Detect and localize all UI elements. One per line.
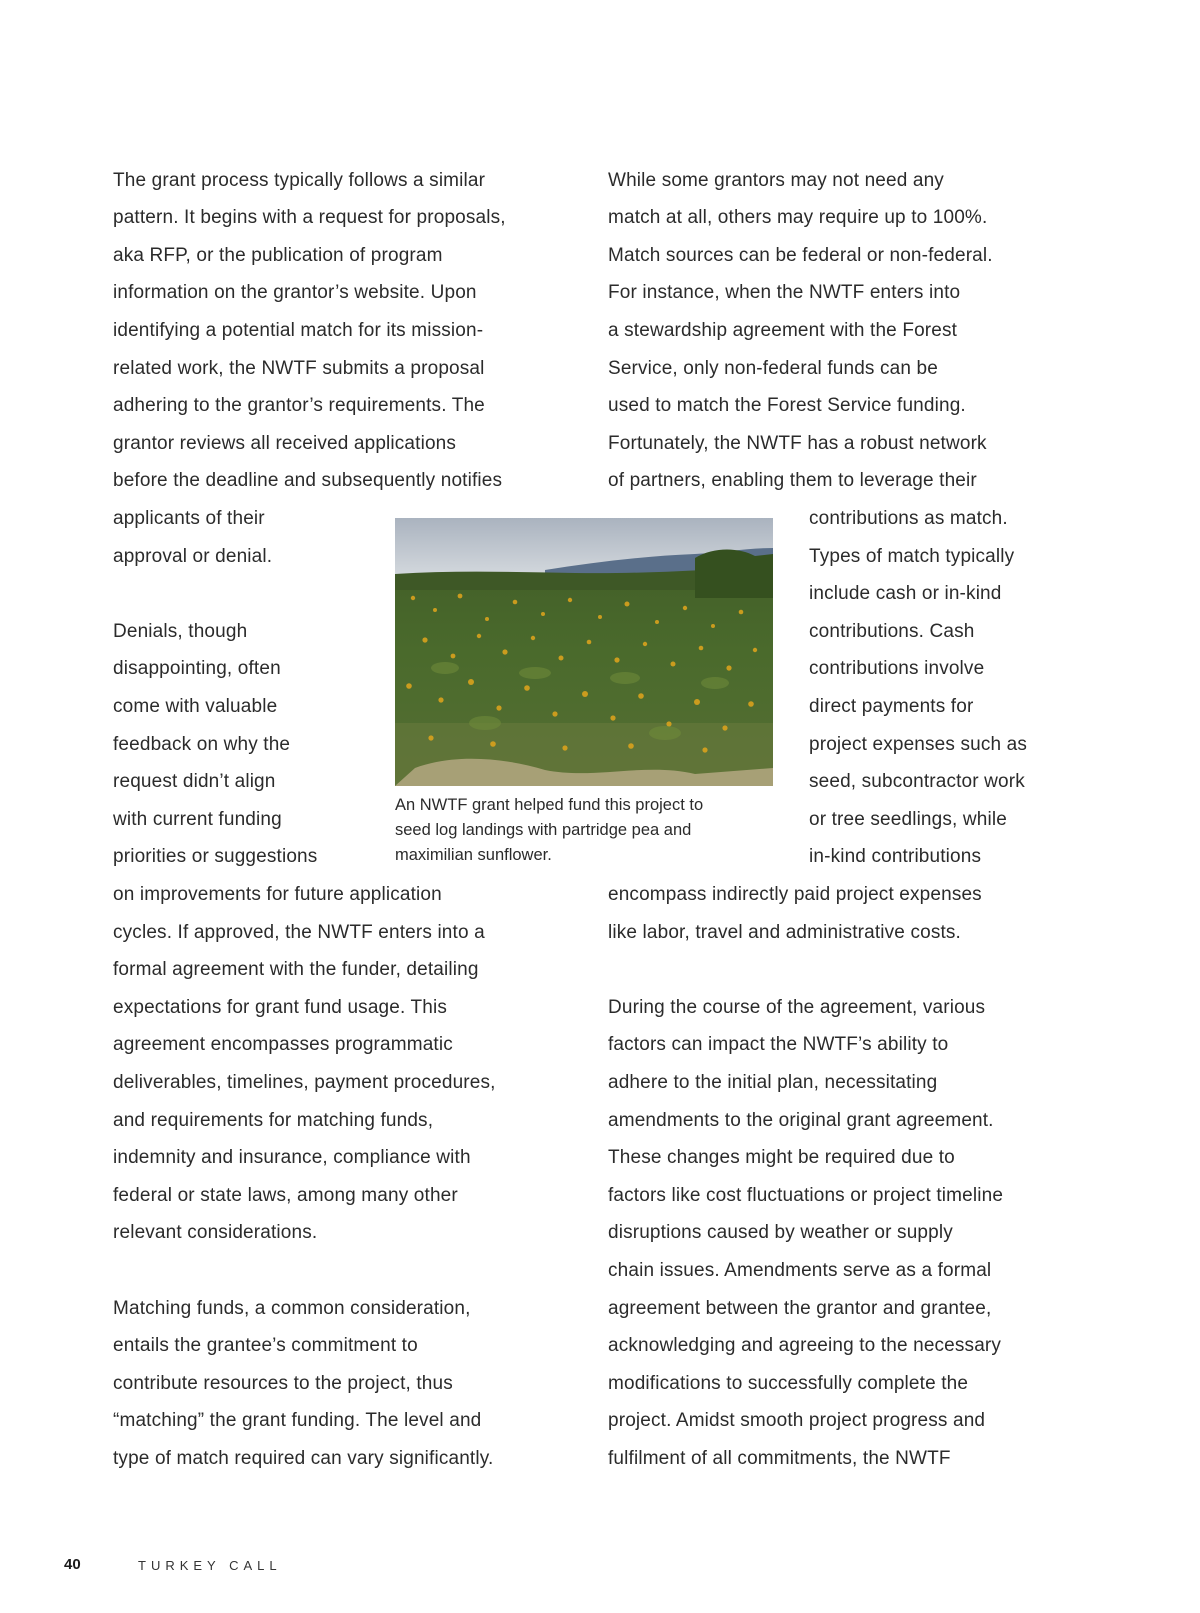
body-line: contributions. Cash <box>809 621 975 642</box>
body-line: indemnity and insurance, compliance with <box>113 1147 471 1168</box>
body-line: amendments to the original grant agreement. <box>608 1110 994 1131</box>
body-line: deliverables, timelines, payment procedures, <box>113 1072 496 1093</box>
body-line: identifying a potential match for its mission- <box>113 320 484 341</box>
body-line: of partners, enabling them to leverage their <box>608 470 977 491</box>
body-line: factors like cost fluctuations or project timeline <box>608 1185 1004 1206</box>
photo-caption: seed log landings with partridge pea and <box>395 821 692 839</box>
field-photo <box>395 518 773 786</box>
photo-caption: An NWTF grant helped fund this project to <box>395 796 704 814</box>
body-line: Denials, though <box>113 621 248 642</box>
body-line: request didn’t align <box>113 771 276 792</box>
body-line: come with valuable <box>113 696 278 717</box>
body-line: a stewardship agreement with the Forest <box>608 320 958 341</box>
body-line: acknowledging and agreeing to the necessary <box>608 1335 1002 1356</box>
body-line: encompass indirectly paid project expenses <box>608 884 982 905</box>
body-line: expectations for grant fund usage. This <box>113 997 447 1018</box>
body-line: like labor, travel and administrative costs. <box>608 922 961 943</box>
body-line: Matching funds, a common consideration, <box>113 1298 471 1319</box>
body-line: information on the grantor’s website. Upon <box>113 282 477 303</box>
body-line: include cash or in-kind <box>809 583 1002 604</box>
body-line: with current funding <box>113 809 282 830</box>
body-line: and requirements for matching funds, <box>113 1110 434 1131</box>
body-line: or tree seedlings, while <box>809 809 1007 830</box>
body-line: While some grantors may not need any <box>608 170 944 191</box>
body-line: formal agreement with the funder, detailing <box>113 959 479 980</box>
body-line: federal or state laws, among many other <box>113 1185 458 1206</box>
body-line: adhering to the grantor’s requirements. The <box>113 395 485 416</box>
body-line: approval or denial. <box>113 546 273 567</box>
photo-caption: maximilian sunflower. <box>395 846 552 864</box>
body-line: project. Amidst smooth project progress and <box>608 1410 986 1431</box>
body-line: Fortunately, the NWTF has a robust network <box>608 433 987 454</box>
body-line: disruptions caused by weather or supply <box>608 1222 953 1243</box>
body-line: agreement between the grantor and grantee, <box>608 1298 992 1319</box>
body-line: chain issues. Amendments serve as a formal <box>608 1260 992 1281</box>
body-line: entails the grantee’s commitment to <box>113 1335 418 1356</box>
body-line: aka RFP, or the publication of program <box>113 245 443 266</box>
body-line: For instance, when the NWTF enters into <box>608 282 961 303</box>
body-line: factors can impact the NWTF’s ability to <box>608 1034 949 1055</box>
body-line: applicants of their <box>113 508 265 529</box>
body-line: contribute resources to the project, thus <box>113 1373 453 1394</box>
body-line: seed, subcontractor work <box>809 771 1025 792</box>
body-line: in-kind contributions <box>809 846 982 867</box>
body-line: project expenses such as <box>809 734 1027 755</box>
body-line: The grant process typically follows a similar <box>113 170 486 191</box>
body-line: agreement encompasses programmatic <box>113 1034 453 1055</box>
body-line: relevant considerations. <box>113 1222 318 1243</box>
body-line: disappointing, often <box>113 658 281 679</box>
field-photo-illustration <box>395 518 773 786</box>
body-line: cycles. If approved, the NWTF enters into a <box>113 922 485 943</box>
body-line: direct payments for <box>809 696 974 717</box>
body-line: “matching” the grant funding. The level and <box>113 1410 482 1431</box>
body-line: adhere to the initial plan, necessitating <box>608 1072 938 1093</box>
body-line: used to match the Forest Service funding. <box>608 395 966 416</box>
body-line: on improvements for future application <box>113 884 442 905</box>
body-line: During the course of the agreement, various <box>608 997 986 1018</box>
body-line: These changes might be required due to <box>608 1147 955 1168</box>
body-line: priorities or suggestions <box>113 846 318 867</box>
body-line: contributions as match. <box>809 508 1008 529</box>
body-line: before the deadline and subsequently notifies <box>113 470 503 491</box>
body-line: match at all, others may require up to 100%. <box>608 207 988 228</box>
body-line: Service, only non-federal funds can be <box>608 358 938 379</box>
body-line: grantor reviews all received applications <box>113 433 457 454</box>
body-line: type of match required can vary significantly. <box>113 1448 494 1469</box>
page-number: 40 <box>64 1556 81 1573</box>
body-line: pattern. It begins with a request for proposals, <box>113 207 506 228</box>
body-line: fulfilment of all commitments, the NWTF <box>608 1448 951 1469</box>
magazine-title: TURKEY CALL <box>138 1558 282 1573</box>
body-line: related work, the NWTF submits a proposal <box>113 358 485 379</box>
body-line: modifications to successfully complete the <box>608 1373 969 1394</box>
body-line: Match sources can be federal or non-federal. <box>608 245 993 266</box>
body-line: Types of match typically <box>809 546 1015 567</box>
body-line: feedback on why the <box>113 734 291 755</box>
body-line: contributions involve <box>809 658 985 679</box>
